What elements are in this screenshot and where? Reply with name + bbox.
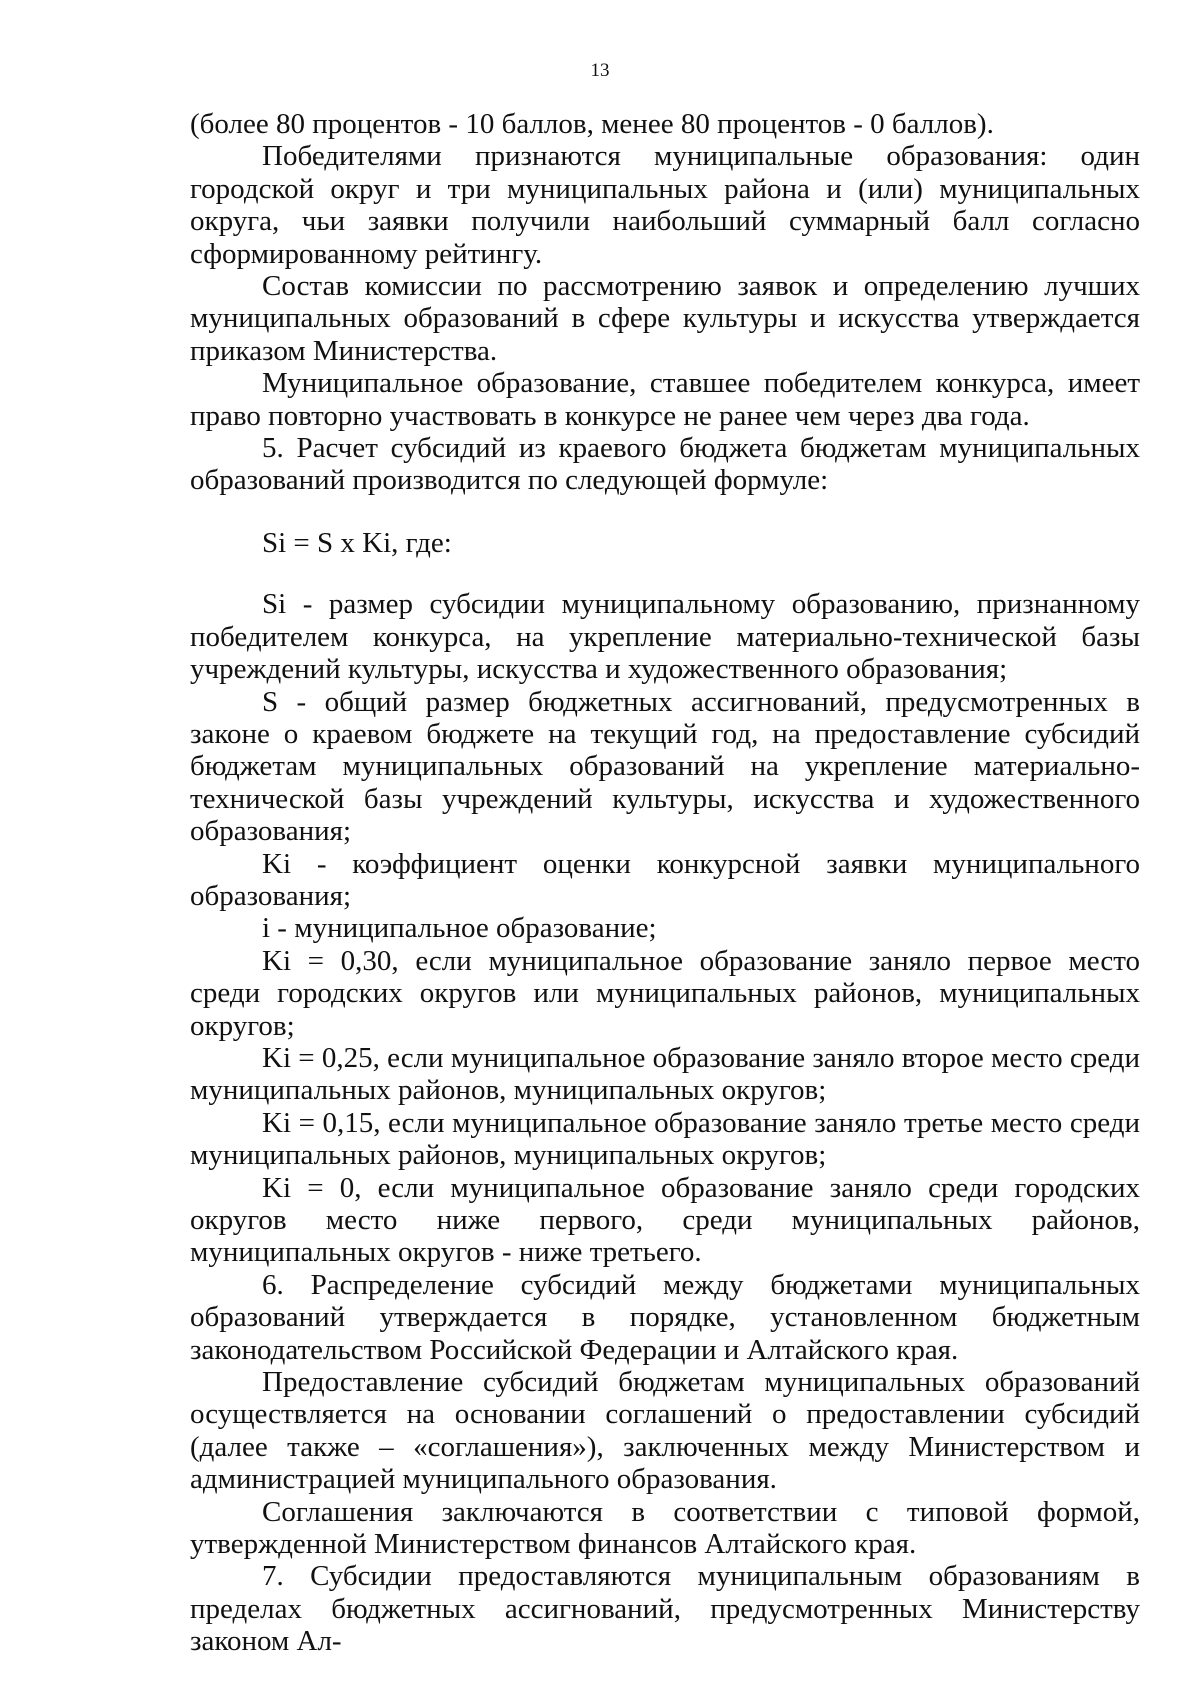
formula: Si = S x Ki, где: <box>262 526 452 559</box>
definition-ki: Ki - коэффициент оценки конкурсной заявки муниципального образования; <box>190 847 1140 912</box>
paragraph-agreements-basis: Предоставление субсидий бюджетам муниципальных образований осуществляется на основании соглашений о предоставлении субсидий (далее также – «соглашения»), заключенных между Министерством и администрацией муниципального образования. <box>190 1366 1140 1496</box>
paragraph-item-7: 7. Субсидии предоставляются муниципальным образованиям в пределах бюджетных ассигнований, предусмотренных Министерству законом Ал- <box>190 1560 1140 1658</box>
paragraph-commission: Состав комиссии по рассмотрению заявок и определению лучших муниципальных образований в сфере культуры и искусства утверждается приказом Министерства. <box>190 270 1140 367</box>
definition-si: Si - размер субсидии муниципальному образованию, признанному победителем конкурса, на укрепление материально-технической базы учреждений культуры, искусства и художественного образования; <box>190 588 1140 686</box>
paragraph-item-6: 6. Распределение субсидий между бюджетами муниципальных образований утверждается в порядке, установленном бюджетным законодательством Российской Федерации и Алтайского края. <box>190 1268 1140 1366</box>
body-text-top <box>190 108 1140 1658</box>
ki-zero: Ki = 0, если муниципальное образование заняло среди городских округов место ниже первого, среди муниципальных районов, муниципальных округов - ниже третьего. <box>190 1171 1140 1269</box>
paragraph-repeat-participation: Муниципальное образование, ставшее победителем конкурса, имеет право повторно участвовать в конкурсе не ранее чем через два года. <box>190 367 1140 432</box>
paragraph-continuation: (более 80 процентов - 10 баллов, менее 80 процентов - 0 баллов). <box>190 108 994 140</box>
page-number: 13 <box>590 60 610 81</box>
ki-second-place: Ki = 0,25, если муниципальное образование заняло второе место среди муниципальных районов, муниципальных округов; <box>190 1041 1140 1107</box>
paragraph-winners: Победителями признаются муниципальные образования: один городской округ и три муниципальных района и (или) муниципальных округа, чьи заявки получили наибольший суммарный балл согласно сформированному рейтингу. <box>190 140 1140 270</box>
ki-third-place: Ki = 0,15, если муниципальное образование заняло третье место среди муниципальных районов, муниципальных округов; <box>190 1106 1140 1172</box>
definition-i: i - муниципальное образование; <box>262 912 657 945</box>
definition-s: S - общий размер бюджетных ассигнований, предусмотренных в законе о краевом бюджете на текущий год, на предоставление субсидий бюджетам муниципальных образований на укрепление материально-технической базы учреждений культуры, искусства и художественного образования; <box>190 685 1140 848</box>
ki-first-place: Ki = 0,30, если муниципальное образование заняло первое место среди городских округов или муниципальных районов, муниципальных округов; <box>190 944 1140 1042</box>
paragraph-item-5: 5. Расчет субсидий из краевого бюджета бюджетам муниципальных образований производится по следующей формуле: <box>190 432 1140 497</box>
paragraph-agreements-form: Соглашения заключаются в соответствии с типовой формой, утвержденной Министерством финансов Алтайского края. <box>190 1495 1140 1561</box>
